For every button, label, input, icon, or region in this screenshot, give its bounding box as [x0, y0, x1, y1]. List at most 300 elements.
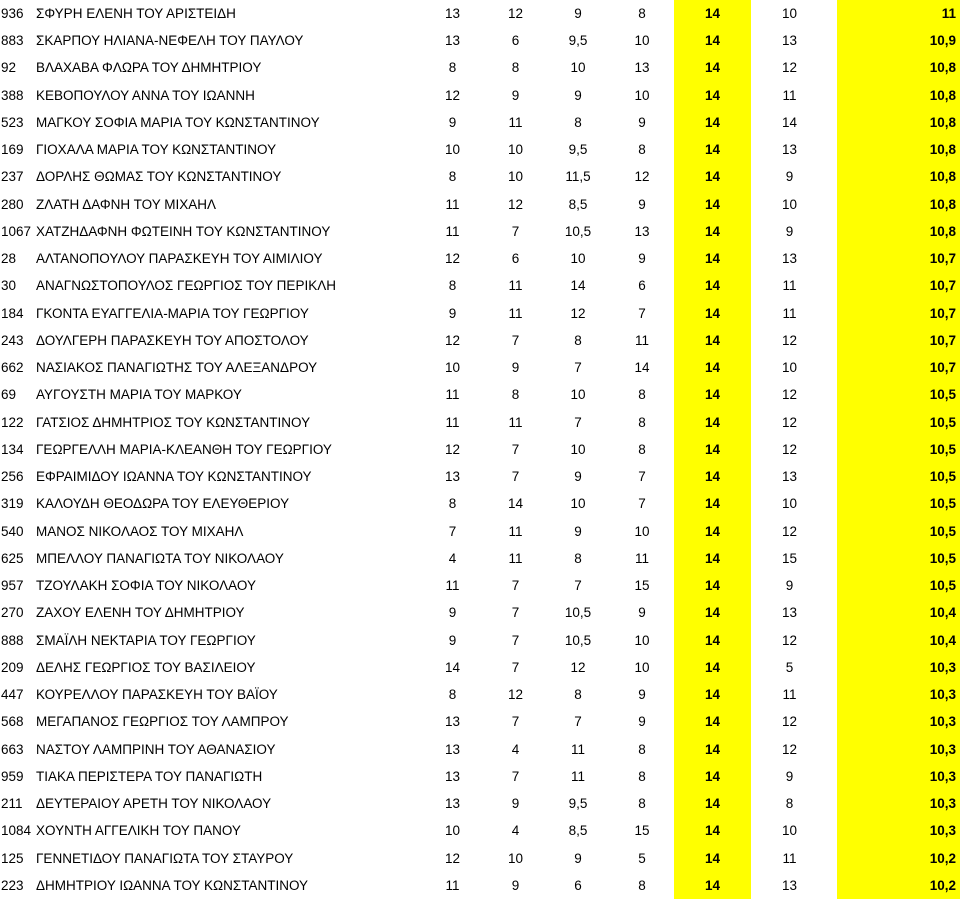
grade-cell: 7: [511, 605, 520, 621]
grade-cell: 13: [781, 142, 798, 158]
student-name-cell: ΜΠΕΛΛΟΥ ΠΑΝΑΓΙΩΤΑ ΤΟΥ ΝΙΚΟΛΑΟΥ: [36, 550, 284, 566]
grade-cell: 11: [508, 114, 523, 130]
highlighted-grade-cell: 14: [674, 55, 751, 82]
student-id-cell: 388: [1, 87, 24, 103]
highlighted-grade-cell: 14: [674, 463, 751, 490]
spacer-cell: [828, 545, 837, 572]
grade-cell: 6: [511, 33, 520, 49]
grade-cell: 7: [574, 414, 582, 430]
student-name-cell: ΣΦΥΡΗ ΕΛΕΝΗ ΤΟΥ ΑΡΙΣΤΕΙΔΗ: [36, 5, 236, 21]
average-cell: 10,8: [837, 55, 960, 82]
table-row: [0, 491, 960, 518]
grade-cell: 14: [507, 496, 524, 512]
grade-cell: 7: [448, 523, 457, 539]
table-row: [0, 681, 960, 708]
highlighted-grade-cell: 14: [674, 818, 751, 845]
grade-cell: 12: [507, 687, 524, 703]
grade-cell: 6: [574, 877, 582, 893]
table-row: [0, 245, 960, 272]
spacer-cell: [828, 790, 837, 817]
spacer-cell: [828, 818, 837, 845]
grade-cell: 9: [574, 523, 582, 539]
student-id-cell: 92: [1, 60, 17, 76]
table-row: [0, 572, 960, 599]
student-name-cell: ΓΙΟΧΑΛΑ ΜΑΡΙΑ ΤΟΥ ΚΩΝΣΤΑΝΤΙΝΟΥ: [36, 142, 277, 158]
grade-cell: 9: [638, 114, 646, 130]
grade-cell: 13: [781, 877, 798, 893]
spacer-cell: [828, 27, 837, 54]
spacer-cell: [828, 681, 837, 708]
grade-cell: 10: [507, 850, 524, 866]
highlighted-grade-cell: 14: [674, 82, 751, 109]
spacer-cell: [828, 191, 837, 218]
grade-cell: 12: [781, 414, 798, 430]
grade-cell: 10: [570, 387, 586, 403]
student-name-cell: ΝΑΣΙΑΚΟΣ ΠΑΝΑΓΙΩΤΗΣ ΤΟΥ ΑΛΕΞΑΝΔΡΟΥ: [36, 360, 318, 376]
student-id-cell: 237: [1, 169, 24, 185]
table-row: [0, 191, 960, 218]
student-id-cell: 125: [1, 850, 24, 866]
grade-cell: 13: [444, 33, 461, 49]
grade-cell: 12: [507, 5, 524, 21]
grade-cell: 13: [634, 223, 650, 239]
table-row: [0, 654, 960, 681]
grade-cell: 8: [638, 142, 646, 158]
grade-cell: 10,5: [564, 632, 592, 648]
average-cell: 10,8: [837, 109, 960, 136]
average-cell: 10,5: [837, 572, 960, 599]
grade-cell: 10: [570, 251, 586, 267]
grade-cell: 12: [781, 387, 798, 403]
average-cell: 10,5: [837, 463, 960, 490]
table-row: [0, 0, 960, 27]
grade-cell: 8: [574, 550, 582, 566]
table-row: [0, 463, 960, 490]
student-name-cell: ΚΟΥΡΕΛΛΟΥ ΠΑΡΑΣΚΕΥΗ ΤΟΥ ΒΑΪΟΥ: [36, 687, 278, 703]
grade-cell: 9: [574, 850, 582, 866]
spacer-cell: [828, 872, 837, 899]
grade-cell: 10: [634, 33, 650, 49]
grade-cell: 10: [781, 360, 798, 376]
grade-cell: 12: [781, 523, 798, 539]
average-cell: 10,3: [837, 681, 960, 708]
grade-cell: 8: [638, 387, 646, 403]
grade-cell: 9: [448, 305, 457, 321]
student-id-cell: 888: [1, 632, 24, 648]
table-row: [0, 600, 960, 627]
grade-cell: 8: [448, 687, 457, 703]
table-row: [0, 736, 960, 763]
average-cell: 10,9: [837, 27, 960, 54]
highlighted-grade-cell: 14: [674, 409, 751, 436]
spacer-cell: [828, 273, 837, 300]
grade-cell: 12: [444, 251, 461, 267]
highlighted-grade-cell: 14: [674, 627, 751, 654]
grade-cell: 10: [444, 823, 461, 839]
grade-cell: 12: [781, 441, 798, 457]
highlighted-grade-cell: 14: [674, 354, 751, 381]
grade-cell: 10: [781, 5, 798, 21]
average-cell: 10,3: [837, 790, 960, 817]
student-id-cell: 211: [1, 796, 23, 812]
grade-cell: 8: [785, 796, 794, 812]
grade-cell: 12: [444, 850, 461, 866]
spacer-cell: [828, 600, 837, 627]
student-name-cell: ΜΑΝΟΣ ΝΙΚΟΛΑΟΣ ΤΟΥ ΜΙΧΑΗΛ: [36, 523, 244, 539]
highlighted-grade-cell: 14: [674, 872, 751, 899]
average-cell: 10,8: [837, 164, 960, 191]
grade-cell: 11: [445, 414, 460, 430]
grade-cell: 11: [508, 550, 523, 566]
grade-cell: 11: [445, 223, 460, 239]
grade-cell: 5: [785, 659, 794, 675]
average-cell: 10,4: [837, 600, 960, 627]
student-name-cell: ΑΛΤΑΝΟΠΟΥΛΟΥ ΠΑΡΑΣΚΕΥΗ ΤΟΥ ΑΙΜΙΛΙΟΥ: [36, 251, 323, 267]
spacer-cell: [828, 518, 837, 545]
grade-cell: 9: [638, 605, 646, 621]
grade-cell: 9: [448, 632, 457, 648]
grade-cell: 11: [570, 741, 585, 757]
student-name-cell: ΤΖΟΥΛΑΚΗ ΣΟΦΙΑ ΤΟΥ ΝΙΚΟΛΑΟΥ: [36, 578, 256, 594]
highlighted-grade-cell: 14: [674, 845, 751, 872]
average-cell: 10,5: [837, 409, 960, 436]
grade-cell: 8: [448, 60, 457, 76]
table-row: [0, 136, 960, 163]
student-id-cell: 169: [1, 142, 24, 158]
average-cell: 10,5: [837, 518, 960, 545]
grade-cell: 8: [638, 768, 646, 784]
highlighted-grade-cell: 14: [674, 27, 751, 54]
grade-cell: 8: [511, 387, 520, 403]
highlighted-grade-cell: 14: [674, 273, 751, 300]
student-id-cell: 959: [1, 768, 24, 784]
student-id-cell: 69: [1, 387, 17, 403]
grade-cell: 10: [444, 360, 461, 376]
highlighted-grade-cell: 14: [674, 518, 751, 545]
grade-cell: 12: [634, 169, 650, 185]
grade-cell: 10: [570, 60, 586, 76]
grade-cell: 12: [781, 60, 798, 76]
grade-cell: 9: [638, 714, 646, 730]
grade-cell: 9: [785, 578, 794, 594]
spacer-cell: [828, 354, 837, 381]
grade-cell: 9: [785, 169, 794, 185]
grade-cell: 13: [444, 741, 461, 757]
grade-cell: 8: [448, 496, 457, 512]
highlighted-grade-cell: 14: [674, 382, 751, 409]
grade-cell: 8: [638, 441, 646, 457]
student-name-cell: ΔΕΥΤΕΡΑΙΟΥ ΑΡΕΤΗ ΤΟΥ ΝΙΚΟΛΑΟΥ: [36, 796, 272, 812]
student-id-cell: 209: [1, 659, 24, 675]
grade-cell: 7: [638, 496, 646, 512]
grade-cell: 14: [781, 114, 798, 130]
student-name-cell: ΜΑΓΚΟΥ ΣΟΦΙΑ ΜΑΡΙΑ ΤΟΥ ΚΩΝΣΤΑΝΤΙΝΟΥ: [36, 114, 320, 130]
average-cell: 10,8: [837, 191, 960, 218]
table-row: [0, 436, 960, 463]
grade-cell: 13: [634, 60, 650, 76]
grade-cell: 12: [570, 659, 586, 675]
student-name-cell: ΕΦΡΑΙΜΙΔΟΥ ΙΩΑΝΝΑ ΤΟΥ ΚΩΝΣΤΑΝΤΙΝΟΥ: [36, 469, 312, 485]
table-row: [0, 382, 960, 409]
grade-cell: 9: [638, 251, 646, 267]
table-row: [0, 709, 960, 736]
grade-cell: 11,5: [565, 169, 591, 185]
table-row: [0, 218, 960, 245]
grade-cell: 13: [444, 796, 461, 812]
grade-cell: 7: [511, 659, 520, 675]
student-name-cell: ΔΕΛΗΣ ΓΕΩΡΓΙΟΣ ΤΟΥ ΒΑΣΙΛΕΙΟΥ: [36, 659, 256, 675]
grade-cell: 11: [782, 687, 797, 703]
grade-cell: 11: [570, 768, 585, 784]
grade-cell: 9: [511, 877, 520, 893]
grade-cell: 9: [785, 768, 794, 784]
highlighted-grade-cell: 14: [674, 491, 751, 518]
grade-cell: 9: [448, 114, 457, 130]
grade-cell: 14: [444, 659, 461, 675]
average-cell: 10,5: [837, 382, 960, 409]
table-row: [0, 354, 960, 381]
average-cell: 10,3: [837, 709, 960, 736]
grade-cell: 12: [781, 741, 798, 757]
average-cell: 11: [837, 0, 960, 27]
average-cell: 10,2: [837, 845, 960, 872]
student-id-cell: 523: [1, 114, 24, 130]
grade-cell: 13: [781, 251, 798, 267]
average-cell: 10,7: [837, 300, 960, 327]
student-name-cell: ΖΑΧΟΥ ΕΛΕΝΗ ΤΟΥ ΔΗΜΗΤΡΙΟΥ: [36, 605, 245, 621]
student-id-cell: 280: [1, 196, 24, 212]
grade-cell: 9: [448, 605, 457, 621]
student-id-cell: 883: [1, 33, 24, 49]
grade-cell: 8: [574, 114, 582, 130]
average-cell: 10,7: [837, 273, 960, 300]
average-cell: 10,7: [837, 327, 960, 354]
highlighted-grade-cell: 14: [674, 709, 751, 736]
grade-cell: 7: [511, 332, 520, 348]
table-row: [0, 818, 960, 845]
grade-cell: 8,5: [568, 823, 588, 839]
average-cell: 10,5: [837, 491, 960, 518]
grade-cell: 9: [511, 87, 520, 103]
average-cell: 10,4: [837, 627, 960, 654]
grade-cell: 15: [781, 550, 798, 566]
student-name-cell: ΧΟΥΝΤΗ ΑΓΓΕΛΙΚΗ ΤΟΥ ΠΑΝΟΥ: [36, 823, 241, 839]
grade-cell: 10: [634, 87, 650, 103]
spacer-cell: [828, 736, 837, 763]
table-row: [0, 872, 960, 899]
grade-cell: 7: [574, 578, 582, 594]
grade-cell: 8: [574, 332, 582, 348]
table-row: [0, 409, 960, 436]
spacer-cell: [828, 109, 837, 136]
grade-cell: 14: [634, 360, 650, 376]
average-cell: 10,8: [837, 218, 960, 245]
student-name-cell: ΚΑΛΟΥΔΗ ΘΕΟΔΩΡΑ ΤΟΥ ΕΛΕΥΘΕΡΙΟΥ: [36, 496, 290, 512]
spacer-cell: [828, 245, 837, 272]
grade-cell: 13: [444, 768, 461, 784]
spacer-cell: [828, 463, 837, 490]
grade-cell: 15: [634, 823, 650, 839]
student-name-cell: ΔΟΥΛΓΕΡΗ ΠΑΡΑΣΚΕΥΗ ΤΟΥ ΑΠΟΣΤΟΛΟΥ: [36, 332, 309, 348]
grade-cell: 10: [570, 441, 586, 457]
average-cell: 10,5: [837, 545, 960, 572]
grade-cell: 4: [511, 741, 520, 757]
grade-cell: 10: [507, 142, 524, 158]
spacer-cell: [828, 164, 837, 191]
highlighted-grade-cell: 14: [674, 109, 751, 136]
student-name-cell: ΓΕΩΡΓΕΛΛΗ ΜΑΡΙΑ-ΚΛΕΑΝΘΗ ΤΟΥ ΓΕΩΡΓΙΟΥ: [36, 441, 332, 457]
highlighted-grade-cell: 14: [674, 790, 751, 817]
spacer-cell: [828, 627, 837, 654]
spacer-cell: [828, 136, 837, 163]
grade-cell: 11: [782, 305, 797, 321]
student-id-cell: 540: [1, 523, 24, 539]
table-row: [0, 790, 960, 817]
spacer-cell: [828, 218, 837, 245]
grade-cell: 11: [508, 278, 523, 294]
grade-cell: 13: [444, 714, 461, 730]
grade-cell: 8: [448, 278, 457, 294]
table-row: [0, 55, 960, 82]
spacer-cell: [828, 654, 837, 681]
grade-cell: 8: [448, 169, 457, 185]
grade-cell: 7: [638, 305, 646, 321]
grade-cell: 9: [574, 5, 582, 21]
spacer-cell: [828, 572, 837, 599]
grade-cell: 12: [781, 714, 798, 730]
student-name-cell: ΣΜΑΪΛΗ ΝΕΚΤΑΡΙΑ ΤΟΥ ΓΕΩΡΓΙΟΥ: [36, 632, 256, 648]
grade-cell: 7: [511, 768, 520, 784]
grade-cell: 9,5: [568, 142, 588, 158]
highlighted-grade-cell: 14: [674, 191, 751, 218]
grade-cell: 10: [444, 142, 461, 158]
student-name-cell: ΔΟΡΛΗΣ ΘΩΜΑΣ ΤΟΥ ΚΩΝΣΤΑΝΤΙΝΟΥ: [36, 169, 282, 185]
student-id-cell: 256: [1, 469, 24, 485]
grade-cell: 7: [638, 469, 646, 485]
spacer-cell: [828, 55, 837, 82]
grade-cell: 12: [781, 632, 798, 648]
student-name-cell: ΑΥΓΟΥΣΤΗ ΜΑΡΙΑ ΤΟΥ ΜΑΡΚΟΥ: [36, 387, 242, 403]
grade-cell: 7: [511, 578, 520, 594]
grade-cell: 12: [570, 305, 586, 321]
table-row: [0, 300, 960, 327]
grade-cell: 13: [781, 605, 798, 621]
grade-cell: 10: [507, 169, 524, 185]
grade-cell: 8: [511, 60, 520, 76]
grade-cell: 7: [511, 632, 520, 648]
grade-cell: 8: [638, 414, 646, 430]
grade-cell: 15: [634, 578, 650, 594]
student-id-cell: 568: [1, 714, 24, 730]
highlighted-grade-cell: 14: [674, 736, 751, 763]
grade-cell: 12: [507, 196, 524, 212]
grade-cell: 10: [570, 496, 586, 512]
grade-cell: 13: [781, 469, 798, 485]
grade-cell: 11: [782, 278, 797, 294]
table-row: [0, 518, 960, 545]
student-id-cell: 134: [1, 441, 24, 457]
grade-cell: 10,5: [564, 223, 592, 239]
grade-cell: 4: [448, 550, 457, 566]
grade-cell: 7: [511, 469, 520, 485]
table-row: [0, 82, 960, 109]
grade-cell: 13: [444, 469, 461, 485]
highlighted-grade-cell: 14: [674, 600, 751, 627]
student-id-cell: 122: [1, 414, 24, 430]
spacer-cell: [828, 327, 837, 354]
student-name-cell: ΖΛΑΤΗ ΔΑΦΝΗ ΤΟΥ ΜΙΧΑΗΛ: [36, 196, 217, 212]
highlighted-grade-cell: 14: [674, 245, 751, 272]
grade-cell: 11: [445, 387, 460, 403]
highlighted-grade-cell: 14: [674, 300, 751, 327]
highlighted-grade-cell: 14: [674, 681, 751, 708]
grade-cell: 5: [638, 850, 646, 866]
spacer-cell: [828, 409, 837, 436]
grade-cell: 8,5: [568, 196, 588, 212]
spacer-cell: [828, 82, 837, 109]
spacer-cell: [828, 436, 837, 463]
highlighted-grade-cell: 14: [674, 0, 751, 27]
student-id-cell: 319: [1, 496, 24, 512]
grade-cell: 6: [638, 278, 646, 294]
student-id-cell: 30: [1, 278, 17, 294]
student-id-cell: 28: [1, 251, 17, 267]
student-name-cell: ΓΕΝΝΕΤΙΔΟΥ ΠΑΝΑΓΙΩΤΑ ΤΟΥ ΣΤΑΥΡΟΥ: [36, 850, 294, 866]
average-cell: 10,3: [837, 763, 960, 790]
average-cell: 10,2: [837, 872, 960, 899]
student-id-cell: 936: [1, 5, 24, 21]
student-name-cell: ΧΑΤΖΗΔΑΦΝΗ ΦΩΤΕΙΝΗ ΤΟΥ ΚΩΝΣΤΑΝΤΙΝΟΥ: [36, 223, 331, 239]
highlighted-grade-cell: 14: [674, 763, 751, 790]
grade-cell: 11: [634, 332, 649, 348]
student-id-cell: 184: [1, 305, 24, 321]
table-row: [0, 627, 960, 654]
grade-cell: 9: [638, 196, 646, 212]
student-name-cell: ΤΙΑΚΑ ΠΕΡΙΣΤΕΡΑ ΤΟΥ ΠΑΝΑΓΙΩΤΗ: [36, 768, 263, 784]
grade-cell: 10: [634, 659, 650, 675]
student-name-cell: ΒΛΑΧΑΒΑ ΦΛΩΡΑ ΤΟΥ ΔΗΜΗΤΡΙΟΥ: [36, 60, 262, 76]
spacer-cell: [828, 491, 837, 518]
grade-cell: 12: [781, 332, 798, 348]
table-row: [0, 327, 960, 354]
table-row: [0, 109, 960, 136]
grade-cell: 11: [445, 877, 460, 893]
grade-cell: 10: [781, 496, 798, 512]
highlighted-grade-cell: 14: [674, 218, 751, 245]
grade-cell: 8: [574, 687, 582, 703]
student-id-cell: 270: [1, 605, 24, 621]
grade-cell: 11: [782, 850, 797, 866]
grade-cell: 9: [511, 360, 520, 376]
grade-cell: 9: [574, 87, 582, 103]
highlighted-grade-cell: 14: [674, 572, 751, 599]
grade-cell: 11: [445, 196, 460, 212]
grade-cell: 10: [781, 823, 798, 839]
student-id-cell: 447: [1, 687, 24, 703]
average-cell: 10,5: [837, 436, 960, 463]
average-cell: 10,7: [837, 245, 960, 272]
grade-cell: 9,5: [568, 33, 588, 49]
grade-cell: 12: [444, 87, 461, 103]
grade-cell: 10: [634, 523, 650, 539]
highlighted-grade-cell: 14: [674, 545, 751, 572]
student-name-cell: ΚΕΒΟΠΟΥΛΟΥ ΑΝΝΑ ΤΟΥ ΙΩΑΝΝΗ: [36, 87, 255, 103]
grade-cell: 6: [511, 251, 520, 267]
grade-cell: 9,5: [568, 796, 588, 812]
grade-cell: 7: [511, 441, 520, 457]
highlighted-grade-cell: 14: [674, 327, 751, 354]
grade-cell: 9: [574, 469, 582, 485]
